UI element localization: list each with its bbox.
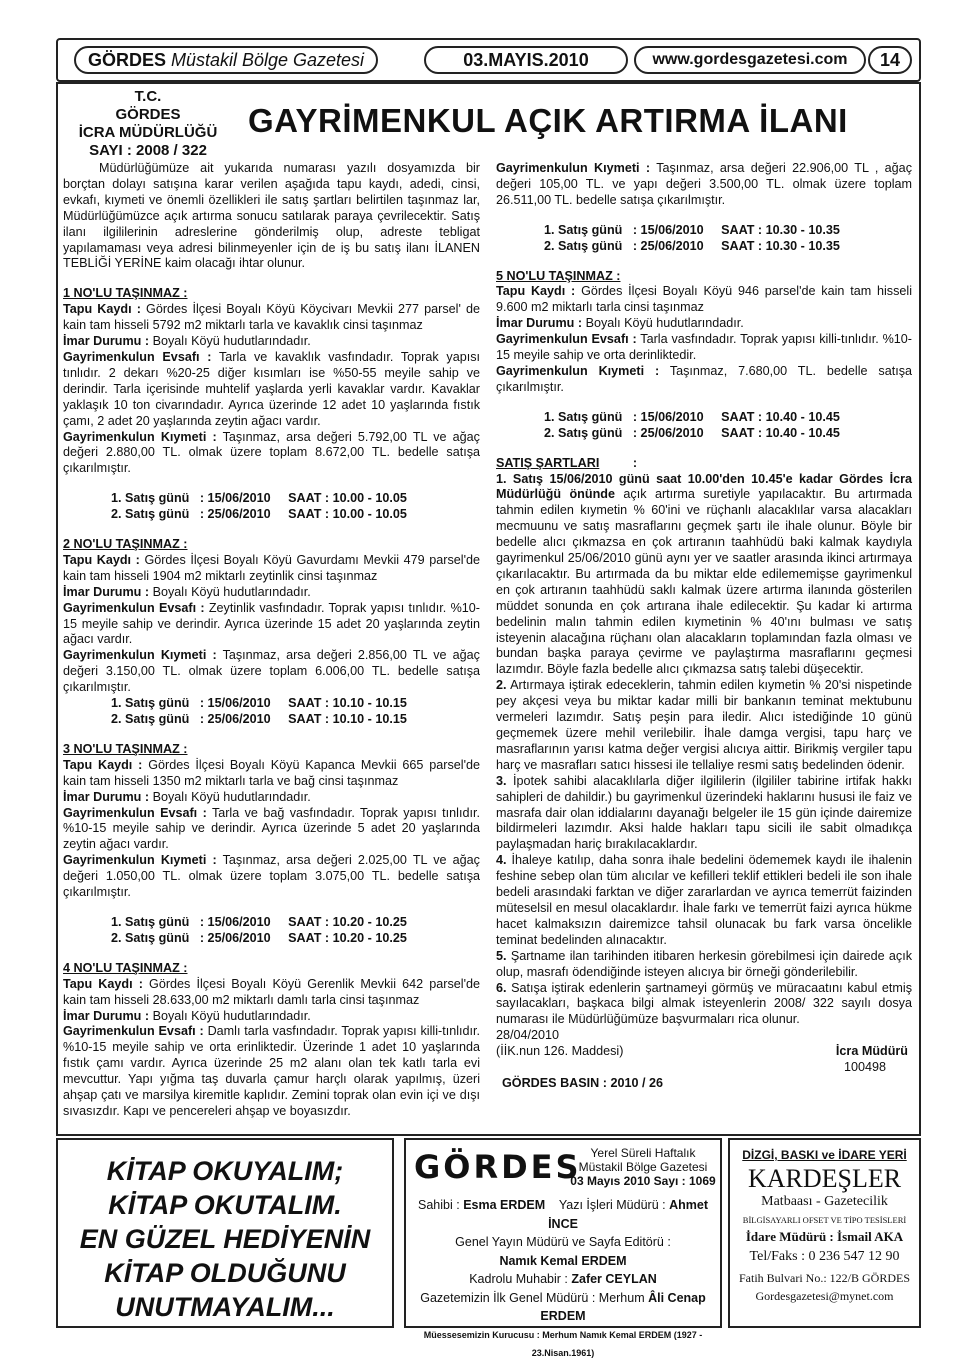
term-number: 6.: [496, 980, 507, 995]
slogan-line: KİTAP OKUYALIM;: [106, 1156, 344, 1186]
notice-number: 100498: [843, 1060, 886, 1075]
property-1: [63, 286, 480, 523]
field-value: Tarla ve kavaklık vasfındadır. Toprak yapısı tınlıdır. 2 dekarı %20-25 diğer kısımları ise %50-55 meyile sahip ve derindir. Tarla içerisinde muhtelif yaşlarda yerli kavaklar vardır. Kavaklar yaklaşık 10 ton civarındadır. Ayrıca üzerinde 12 adet 10 yaşlarında fıstık çamı, 2 adet 20 yaşlarında zeytin ağacı vardır.: [63, 349, 480, 428]
sale-date-2: 2. Satış günü : 25/06/2010 SAAT : 10.00 - 10.05: [111, 507, 407, 522]
paper-title-rest: Müstakil Bölge Gazetesi: [170, 50, 365, 70]
field-value: Boyalı Köyü hudutlarındadır.: [152, 1008, 311, 1023]
staff-label: Gazetemizin İlk Genel Müdürü : Merhum: [420, 1290, 645, 1305]
term-number: 5.: [496, 948, 507, 963]
property-3: [63, 742, 480, 947]
slogan-box: [56, 1138, 394, 1328]
masthead-type-line1: Yerel Süreli Haftalık: [590, 1146, 696, 1160]
term-5: Şartname ilan tarihinden itibaren herkesin görebilmesi için dairede açık olup, masrafı ödendiğinde isteyen alıcıya bir örneği gönderilebilir.: [496, 948, 912, 979]
terms-colon: :: [632, 455, 638, 470]
field-label: İmar Durumu :: [496, 316, 583, 331]
field-value: Boyalı Köyü hudutlarındadır.: [152, 334, 311, 349]
field-value: Taşınmaz, arsa değeri 2.856,00 TL ve ağaç değeri 3.150,00 TL. olmak üzere toplam 6.006,00 TL. bedelle satışa çıkarılmıştır.: [63, 648, 480, 695]
property-5: [496, 269, 912, 442]
field-label: Gayrimenkulun Kıymeti :: [63, 648, 217, 663]
field-value: Zeytinlik vasfındadır. Toprak yapısı tınlıdır. %10-15 meyile sahip ve derindir. Ayrıca üzerinde 15 adet 20 yaşlarında zeytin ağacı vardır.: [63, 600, 480, 647]
sale-date-2: 2. Satış günü : 25/06/2010 SAAT : 10.30 - 10.35: [544, 238, 840, 253]
field-label: İmar Durumu :: [63, 1008, 150, 1023]
founder-line: Müessesemizin Kurucusu : Merhum Namık Kemal ERDEM (1927 - 23.Nisan.1961): [423, 1329, 703, 1358]
sale-date-2: 2. Satış günü : 25/06/2010 SAAT : 10.20 - 10.25: [111, 930, 407, 945]
agency-block: [64, 88, 232, 160]
term-number: 4.: [496, 853, 507, 868]
sale-date-1: 1. Satış günü : 15/06/2010 SAAT : 10.10 - 10.15: [111, 696, 407, 711]
section-title: 4 NO'LU TAŞINMAZ :: [63, 960, 188, 975]
sale-terms: [496, 456, 912, 1092]
intro-paragraph: Müdürlüğümüze ait yukarıda numarası yazılı dosyamızda bir borçtan dolayı satışına karar verilen aşağıda tapu kaydı, adedi, cinsi, evkafı, kıymeti ve önemli özellikleri ile satış şartları belirtilen taşınmaz lar, Müdürlüğümüzce açık artırma sonucu satılarak paraya çevrilecektir. Satış ilanı ilgililerinin adreslerine gönderilmiş olup, adreste tebligat yapılamaması veya adresi bilinmeyenler için de iş bu satış ilanı İLANEN TEBLİĞİ YERİNE kaim olacağı ihtar olunur.: [63, 161, 480, 271]
field-value: Tarla vasfındadır. Toprak yapısı killi-tınlıdır. %10-15 meyile sahip ve orta derinliktedir.: [496, 332, 912, 363]
field-label: İmar Durumu :: [63, 334, 150, 349]
masthead-issue: 03 Mayıs 2010 Sayı : 1069: [570, 1174, 716, 1188]
field-value: Gördes İlçesi Boyalı Köyü Gerenlik Mevkii 642 parsel'de kain tam hisseli 28.633,00 m2 miktarlı damlı tarla cinsi taşınmaz: [63, 976, 480, 1007]
masthead-type: [570, 1146, 716, 1188]
printer-address: Fatih Bulvari No.: 122/B GÖRDES: [738, 1271, 910, 1285]
printer-facilities: BİLGİSAYARLI OFSET VE TİPO TESİSLERİ: [742, 1215, 907, 1225]
field-value: Damlı tarla vasfındadır. Toprak yapısı killi-tınlıdır. %10-15 meyile sahip ve orta erinliktedir. Üzerinde 1 adet 10 yaşlarında fıstık çamı vardır. Ayrıca üzerinde 25 m2 alanı olan tek katlı tarla evi mevcuttur. Yapı yığma taş duvarla çamur harçlı olarak yapılmış, üzeri ahşap çatı ve marsilya kiremitle kaplıdır. Zemini toprak olan evin içi ve dışı sıvasızdır. Kapı ve pencereleri ahşap ve boyasızdır.: [63, 1024, 480, 1118]
slogan-line: EN GÜZEL HEDİYENİN: [79, 1224, 371, 1254]
printer-box: [728, 1138, 921, 1328]
staff-name: Ahmet İNCE: [548, 1198, 708, 1231]
field-label: Gayrimenkulun Evsafı :: [63, 600, 205, 615]
reading-slogan: [58, 1154, 392, 1324]
field-value: Taşınmaz, arsa değeri 2.025,00 TL ve ağaç değeri 1.050,00 TL. olmak üzere toplam 3.075,00 TL. bedelle satışa çıkarılmıştır.: [63, 853, 480, 900]
staff-name: Zafer CEYLAN: [571, 1272, 657, 1286]
printer-heading: DİZGİ, BASKI ve İDARE YERİ: [742, 1148, 907, 1162]
agency-line1: T.C.: [134, 88, 162, 105]
left-column: [63, 161, 480, 1120]
field-label: Gayrimenkulun Evsafı :: [63, 349, 212, 364]
term-4: İhaleye katılıp, daha sonra ihale bedelini ödememek kaydı ile ihalenin feshine sebep olan tüm alıcılar ve kefilleri teklif ettikleri bedeli ile son ihale bedeli arasındaki farktan ve diğer zararlardan ve ayrıca temerrüt faizinden müteselsil en mesul olacaklardır. İhale farkı ve temerrüt faizi ayrıca hükme hacet kalmaksızın dairemizce tahsil olunacak bu fark varsa öncelikle teminat bedelinden alınacaktır.: [496, 853, 912, 947]
slogan-line: KİTAP OLDUĞUNU: [104, 1258, 346, 1288]
field-value: Boyalı Köyü hudutlarındadır.: [152, 584, 311, 599]
field-label: Tapu Kaydı :: [63, 302, 141, 317]
property-4: [63, 961, 480, 1120]
field-value: Gördes İlçesi Boyalı Köyü Kapanca Mevkii 665 parsel'de kain tam hisseli 1350 m2 miktarlı tarla ve bağ cinsi taşınmaz: [63, 757, 480, 788]
printer-phone: Tel/Faks : 0 236 547 12 90: [749, 1249, 900, 1264]
masthead-staff: [406, 1196, 720, 1363]
right-column: [496, 161, 912, 1092]
law-reference: (İİK.nun 126. Maddesi): [496, 1044, 624, 1059]
field-label: Gayrimenkulun Evsafı :: [496, 332, 637, 347]
field-label: Tapu Kaydı :: [496, 284, 576, 299]
field-value: Boyalı Köyü hudutlarındadır.: [152, 789, 311, 804]
term-2: Artırmaya iştirak edeceklerin, tahmin edilen kıymetin % 20'si nispetinde pey akçesi veya bu miktar kadar milli bir bankanın teminat mektubunu vermeleri lazımdır. Satış peşin para iledir. Alıcı istediğinde 10 günü geçmemek üzere mehil verilebilir. İhale damga vergisi, tapu harç ve masraflarının yarısı katma değer vergisi alıcıya aittir. Birikmiş vergiler tapu harç ve masrafları satıcı hissesi ile tellaliye resmi satış bedelinden ödenir.: [496, 678, 912, 772]
field-label: Tapu Kaydı :: [63, 976, 143, 991]
field-value: Taşınmaz, arsa değeri 5.792,00 TL ve ağaç değeri 2.880,00 TL. olmak üzere toplam 8.672,00 TL. bedelle satışa çıkarılmıştır.: [63, 429, 480, 476]
page-number: 14: [868, 46, 912, 74]
staff-name: Namık Kemal ERDEM: [499, 1253, 627, 1268]
field-value: Gördes İlçesi Boyalı Köyü Gavurdamı Mevkii 479 parsel'de kain tam hisseli 1904 m2 miktarlı zeytinlik cinsi taşınmaz: [63, 552, 480, 583]
sale-date-1: 1. Satış günü : 15/06/2010 SAAT : 10.30 - 10.35: [544, 222, 840, 237]
sale-date-1: 1. Satış günü : 15/06/2010 SAAT : 10.40 - 10.45: [544, 409, 840, 424]
field-label: Gayrimenkulun Evsafı :: [63, 805, 207, 820]
sale-date-1: 1. Satış günü : 15/06/2010 SAAT : 10.20 - 10.25: [111, 914, 407, 929]
notice-date: 28/04/2010: [496, 1028, 560, 1043]
website-link[interactable]: www.gordesgazetesi.com: [634, 46, 866, 74]
sale-date-2: 2. Satış günü : 25/06/2010 SAAT : 10.40 - 10.45: [544, 425, 840, 440]
property-2: [63, 537, 480, 728]
section-title: 1 NO'LU TAŞINMAZ :: [63, 286, 188, 301]
field-label: Gayrimenkulun Kıymeti :: [63, 429, 217, 444]
signature-title: İcra Müdürü: [835, 1044, 908, 1059]
field-value: Gördes İlçesi Boyalı Köyü 946 parsel'de kain tam hisseli 9.600 m2 miktarlı tarla cinsi taşınmaz: [496, 284, 913, 315]
field-label: Gayrimenkulun Kıymeti :: [496, 363, 660, 378]
sale-date-2: 2. Satış günü : 25/06/2010 SAAT : 10.10 - 10.15: [111, 712, 407, 726]
staff-name: Esma ERDEM: [463, 1198, 546, 1212]
masthead-type-line2: Müstakil Bölge Gazetesi: [578, 1160, 708, 1174]
file-number: SAYI : 2008 / 322: [89, 142, 207, 159]
masthead-box: [404, 1138, 722, 1358]
term-3: İpotek sahibi alacaklılarla diğer ilgililerin (ilgililer tabirine irtifak hakkı sahipleri de dahildir.) bu gayrimenkul üzerindeki haklarını hususi ile faiz ve masrafa dair olan iddialarını dayanağı belgeler ile 15 gün içinde dairemize bildirmeleri lazımdır. Aksi halde hakları tapu sicili ile sabit olmadıkça paylaşmadan hariç bırakılacaklardır.: [496, 773, 912, 852]
agency-line2: GÖRDES: [115, 106, 181, 123]
term-1: açık artırma suretiyle yapılacaktır. Bu artırmada tahmin edilen kıymetin % 60'ini ve rüçhanlı alacaklılar varsa alacakları mecmuunu ve satış masraflarını geçmek şartı ile ihale olunur. Böyle bir bedelle alıcı çıkmazsa en çok artıranın taahhüdü baki kalmak kaydıyla gayrimenkul 25/06/2010 günü aynı yer ve saatler arasında ikinci artırmaya çıkarılacaktır. Bu artırmada da bu miktar elde edilememişse gayrimenkul en çok artıranın taahhüdü saklı kalmak üzere artırma ilanında gösterilen müddet sonunda en çok artırana ihale edilecektir. Şu kadar ki artırma bedelinin malın tahmin edilen kıymetinin % 40'ını bulması ve satış isteyenin alacağına rüçhanı olan alacakların toplamından fazla olması ve bundan başka paraya çevirme ve paylaştırma masraflarını geçmesi lazımdır. Böyle fazla bedelle alıcı çıkmazsa satış talebi düşecektir.: [496, 487, 913, 677]
term-number: 3.: [496, 773, 507, 788]
field-value: Taşınmaz, 7.680,00 TL. bedelle satışa çıkarılmıştır.: [496, 363, 912, 394]
field-label: Gayrimenkulun Kıymeti :: [496, 161, 651, 175]
field-value: Gördes İlçesi Boyalı Köyü Köycivarı Mevkii 277 parsel' de kain tam hisseli 5792 m2 miktarlı tarla ve kavaklık cinsi taşınmaz: [63, 302, 481, 333]
field-label: İmar Durumu :: [63, 789, 150, 804]
agency-line3: İCRA MÜDÜRLÜĞÜ: [78, 124, 218, 141]
term-1-lead: 1. Satış 15/06/2010 günü saat 10.00'den 10.45'e kadar Gördes İcra Müdürlüğü önünde: [496, 471, 912, 502]
staff-label: Kadrolu Muhabir :: [469, 1272, 568, 1286]
page-header-bar: [56, 38, 921, 82]
section-title: 5 NO'LU TAŞINMAZ :: [496, 268, 621, 283]
printer-subtitle: Matbaası - Gazetecilik: [761, 1194, 888, 1209]
section-title: 3 NO'LU TAŞINMAZ :: [63, 741, 188, 756]
staff-label: Genel Yayın Müdürü ve Sayfa Editörü :: [455, 1235, 671, 1249]
field-label: Gayrimenkulun Kıymeti :: [63, 853, 217, 868]
issue-date: 03.MAYIS.2010: [424, 46, 628, 74]
field-value: Tarla ve bağ vasfındadır. Toprak yapısı tınlıdır. %10-15 meyile sahip ve derindir. Ayrıca üzerinde 5 adet 20 yaşlarında zeytin ağacı vardır.: [63, 805, 480, 852]
field-label: Tapu Kaydı :: [63, 552, 140, 567]
field-label: İmar Durumu :: [63, 584, 150, 599]
staff-name: Âli Cenap ERDEM: [540, 1290, 706, 1323]
headline: GAYRİMENKUL AÇIK ARTIRMA İLANI: [248, 102, 848, 139]
slogan-line: KİTAP OKUTALIM.: [108, 1190, 342, 1220]
press-code: GÖRDES BASIN : 2010 / 26: [502, 1075, 663, 1090]
field-label: Tapu Kaydı :: [63, 757, 143, 772]
slogan-line: UNUTMAYALIM...: [115, 1292, 335, 1322]
staff-label: Sahibi :: [418, 1198, 460, 1212]
field-value: Boyalı Köyü hudutlarındadır.: [585, 316, 744, 331]
term-6: Satışa iştirak edenlerin şartnameyi görmüş ve müracaatını kabul etmiş sayılacakları, başkaca bilgi almak isteyenlerin 2008/ 322 sayılı dosya numarası ile Müdürlüğümüze başvurmaları rica olunur.: [496, 980, 913, 1027]
staff-label: Yazı İşleri Müdürü :: [558, 1198, 666, 1212]
section-title: 2 NO'LU TAŞINMAZ :: [63, 537, 188, 552]
masthead-title: GÖRDES: [414, 1148, 582, 1186]
field-value: Taşınmaz, arsa değeri 22.906,00 TL , ağaç değeri 105,00 TL. ve yapı değeri 3.500,00 TL. olmak üzere toplam 26.511,00 TL. bedelle satışa çıkarılmıştır.: [496, 161, 912, 207]
term-number: 2.: [496, 678, 507, 693]
paper-title-bold: GÖRDES: [87, 50, 166, 70]
field-label: Gayrimenkulun Evsafı :: [63, 1024, 204, 1039]
printer-email[interactable]: Gordesgazetesi@mynet.com: [755, 1289, 894, 1303]
printer-manager: İdare Müdürü : İsmail AKA: [745, 1229, 904, 1244]
sale-date-1: 1. Satış günü : 15/06/2010 SAAT : 10.00 - 10.05: [111, 491, 407, 506]
printer-name: KARDEŞLER: [747, 1164, 902, 1193]
paper-title-pill: [74, 46, 378, 74]
terms-title: SATIŞ ŞARTLARI: [496, 455, 600, 470]
